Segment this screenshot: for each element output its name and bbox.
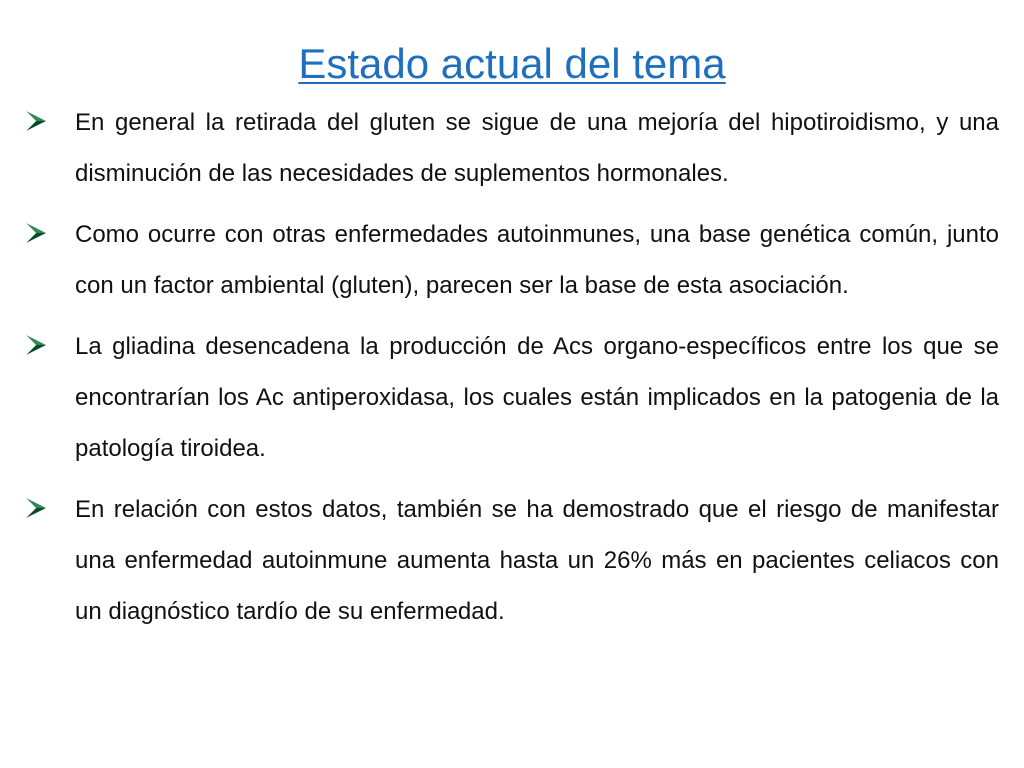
slide-title: Estado actual del tema [298,40,726,87]
arrow-bullet-icon [24,221,48,245]
bullet-text: En general la retirada del gluten se sigue de una mejoría del hipotiroidismo, y una disminución de las necesidades de suplementos hormonales. [75,109,999,187]
bullet-text: La gliadina desencadena la producción de Acs organo-específicos entre los que se encontrarían los Ac antiperoxidasa, los cuales están implicados en la patogenia de la patología tiroidea. [75,333,999,462]
bullet-text: Como ocurre con otras enfermedades autoinmunes, una base genética común, junto con un factor ambiental (gluten), parecen ser la base de esta asociación. [75,221,999,299]
bullet-item [0,97,1024,199]
bullet-list [0,97,1024,647]
arrow-bullet-icon [24,109,48,133]
bullet-item [0,209,1024,311]
bullet-text: En relación con estos datos, también se ha demostrado que el riesgo de manifestar una enfermedad autoinmune aumenta hasta un 26% más en pacientes celiacos con un diagnóstico tardío de su enfermedad. [75,496,999,625]
bullet-item [0,484,1024,637]
bullet-item [0,321,1024,474]
arrow-bullet-icon [24,333,48,357]
arrow-bullet-icon [24,496,48,520]
